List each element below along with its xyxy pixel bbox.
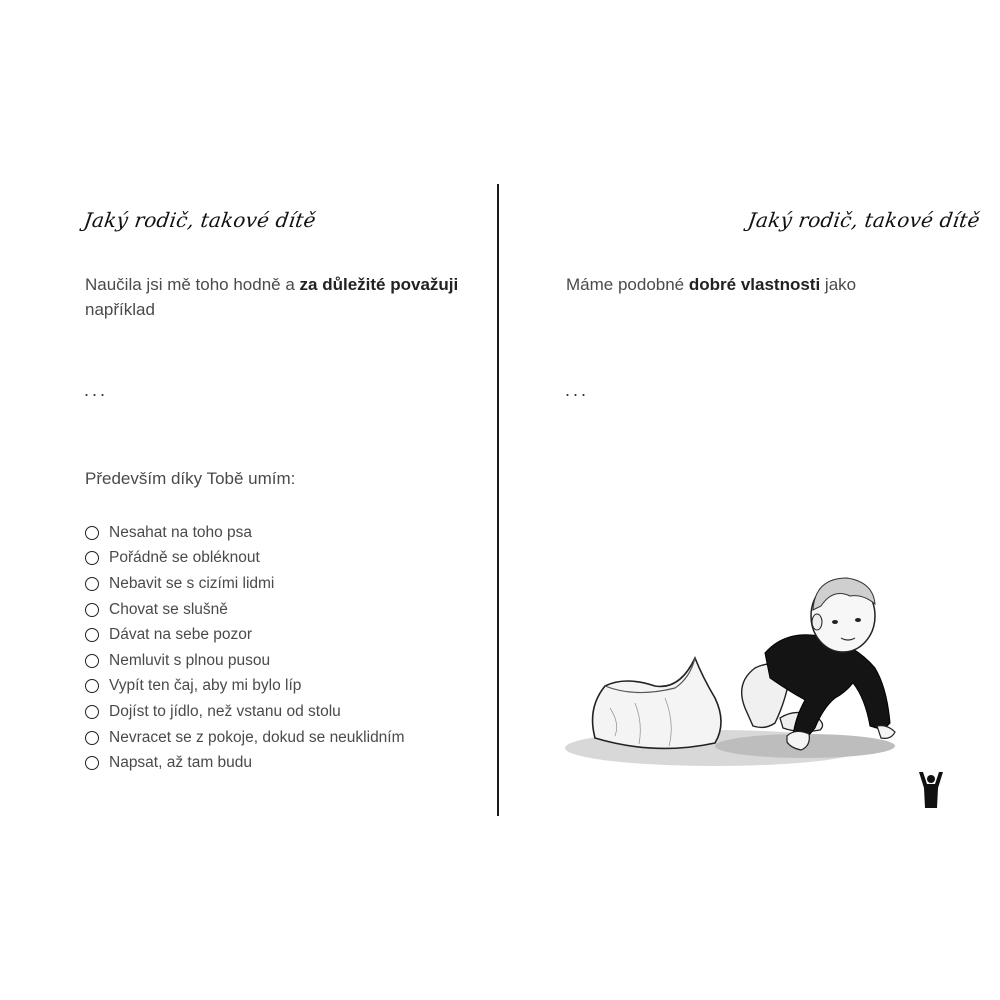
checklist-item[interactable] (85, 725, 405, 751)
checklist-item-label: Vypít ten čaj, aby mi bylo líp (109, 677, 302, 695)
right-answer-ellipsis: ... (565, 380, 590, 400)
checklist-item[interactable] (85, 750, 405, 776)
right-page-title: Jaký rodič, takové dítě (746, 208, 982, 232)
checkbox-circle-icon[interactable] (85, 577, 99, 591)
right-prompt-text-2: jako (820, 275, 857, 294)
checklist-item[interactable] (85, 597, 405, 623)
checklist-item-label: Dávat na sebe pozor (109, 626, 253, 644)
checklist-item[interactable] (85, 674, 405, 700)
left-page-prompt (85, 272, 465, 322)
potty-drawing (593, 658, 721, 748)
right-prompt-text-1: Máme podobné (566, 275, 689, 294)
checkbox-circle-icon[interactable] (85, 603, 99, 617)
baby-drawing (742, 578, 895, 750)
checkbox-circle-icon[interactable] (85, 679, 99, 693)
checklist-item[interactable] (85, 648, 405, 674)
checklist-item-label: Nesahat na toho psa (109, 523, 253, 541)
checkbox-circle-icon[interactable] (85, 731, 99, 745)
checkbox-circle-icon[interactable] (85, 756, 99, 770)
page-divider (497, 184, 499, 816)
checklist-item-label: Nebavit se s cizími lidmi (109, 574, 275, 592)
checkbox-circle-icon[interactable] (85, 628, 99, 642)
skills-checklist (85, 520, 405, 776)
right-page-prompt (566, 272, 946, 297)
checkbox-circle-icon[interactable] (85, 526, 99, 540)
person-raised-arms-icon (916, 770, 946, 810)
crawling-baby-illustration (565, 558, 915, 773)
checklist-item[interactable] (85, 520, 405, 546)
left-prompt-text-1: Naučila jsi mě toho hodně a (85, 275, 300, 294)
left-page-title: Jaký rodič, takové dítě (82, 208, 318, 232)
left-prompt-text-2: například (85, 300, 155, 319)
skills-subheading: Především díky Tobě umím: (85, 469, 296, 488)
checklist-item-label: Chovat se slušně (109, 600, 228, 618)
checklist-item-label: Nemluvit s plnou pusou (109, 651, 271, 669)
checklist-item-label: Pořádně se obléknout (109, 549, 260, 567)
checklist-item[interactable] (85, 699, 405, 725)
checkbox-circle-icon[interactable] (85, 654, 99, 668)
checklist-item[interactable] (85, 571, 405, 597)
checklist-item-label: Dojíst to jídlo, než vstanu od stolu (109, 702, 341, 720)
checkbox-circle-icon[interactable] (85, 551, 99, 565)
checklist-item[interactable] (85, 546, 405, 572)
checklist-item[interactable] (85, 622, 405, 648)
left-prompt-bold: za důležité považuji (299, 275, 459, 294)
left-answer-ellipsis: ... (84, 380, 109, 400)
checklist-item-label: Nevracet se z pokoje, dokud se neuklidním (109, 728, 405, 746)
checklist-item-label: Napsat, až tam budu (109, 754, 253, 772)
checkbox-circle-icon[interactable] (85, 705, 99, 719)
right-prompt-bold: dobré vlastnosti (688, 275, 821, 294)
